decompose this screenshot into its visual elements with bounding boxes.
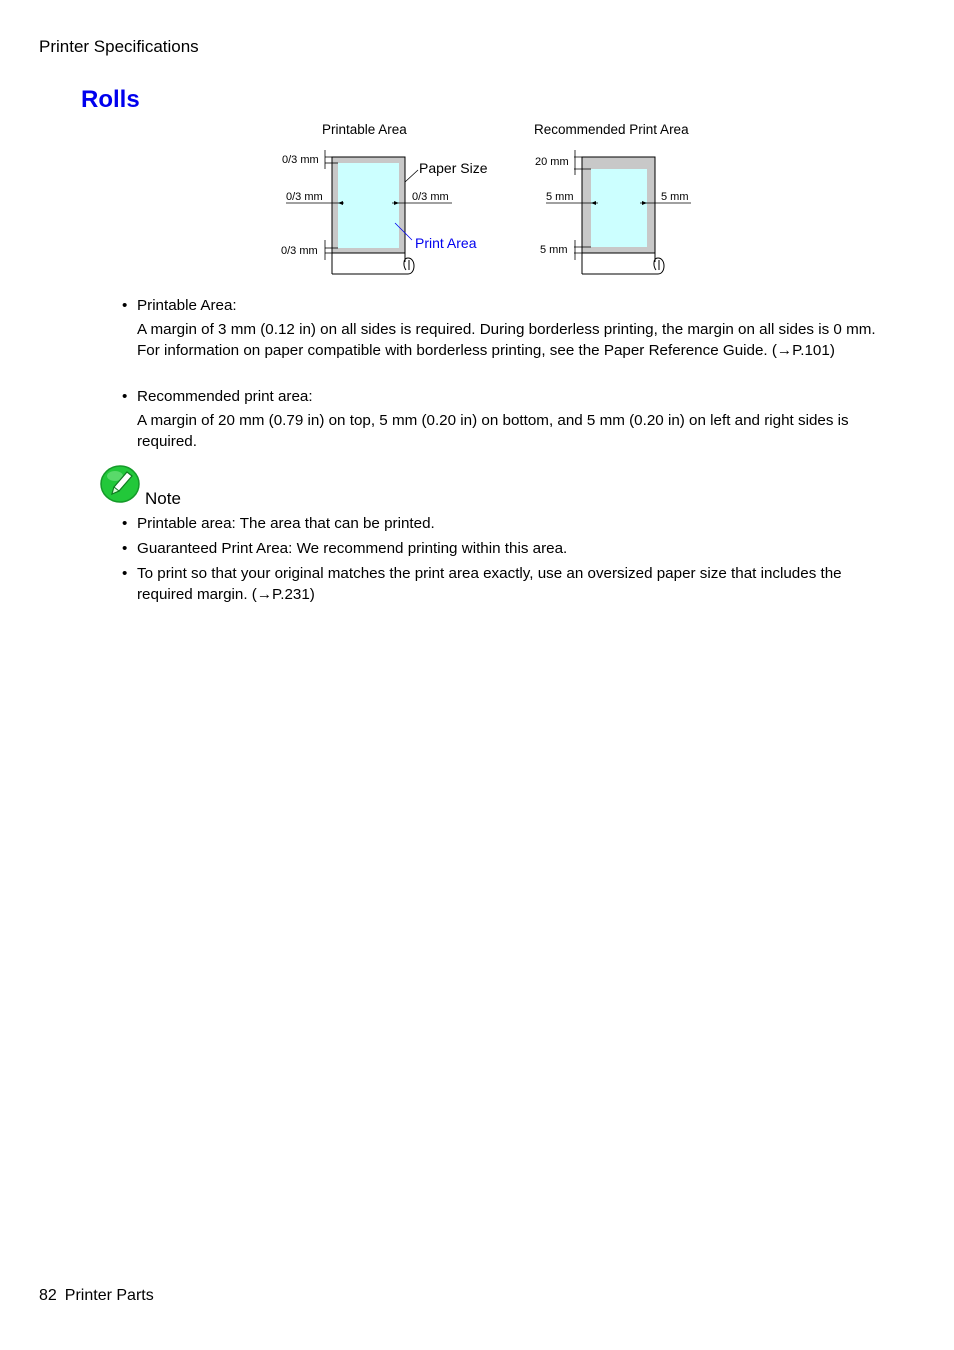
pencil-note-icon — [99, 463, 143, 510]
print-area-fill — [338, 163, 399, 248]
printable-area-title: Printable Area — [322, 122, 407, 137]
section-title: Rolls — [81, 86, 140, 113]
recommended-bottom-label: 5 mm — [540, 244, 568, 256]
roll-curl — [332, 258, 414, 274]
page-footer — [39, 1287, 154, 1305]
printable-top-label: 0/3 mm — [282, 154, 319, 166]
roll-area-figures — [0, 115, 954, 290]
print-area-label: Print Area — [415, 235, 477, 251]
bullet-text: A margin of 3 mm (0.12 in) on all sides is required. During borderless printing, the margin on all sides is 0 mm. For information on paper compatible with borderless printing, see the Paper Reference Guide. (→P.101) — [137, 321, 876, 359]
bullet-label: • Printable Area: — [122, 295, 882, 316]
note-item: • Guaranteed Print Area: We recommend printing within this area. — [122, 538, 882, 559]
printable-bottom-label: 0/3 mm — [281, 245, 318, 257]
paper-size-label: Paper Size — [419, 160, 488, 176]
recommended-area-bullet — [122, 386, 882, 452]
roll-curl — [582, 258, 664, 274]
note-list — [122, 513, 882, 609]
note-item: • To print so that your original matches the print area exactly, use an oversized paper size that includes the required margin. (→P.231) — [122, 563, 882, 605]
recommended-right-label: 5 mm — [661, 191, 689, 203]
footer-section: Printer Parts — [64, 1287, 154, 1304]
page-header: Printer Specifications — [39, 37, 199, 56]
printable-right-label: 0/3 mm — [412, 191, 449, 203]
recommended-area-fill — [591, 169, 647, 247]
printable-area-figure — [281, 122, 488, 274]
recommended-area-title: Recommended Print Area — [534, 122, 689, 137]
page-number: 82 — [39, 1287, 57, 1304]
recommended-area-figure — [534, 122, 691, 274]
note-item: • Printable area: The area that can be printed. — [122, 513, 882, 534]
bullet-text: A margin of 20 mm (0.79 in) on top, 5 mm (0.20 in) on bottom, and 5 mm (0.20 in) on left and right sides is required. — [137, 412, 849, 450]
recommended-top-label: 20 mm — [535, 156, 569, 168]
bullet-label: • Recommended print area: — [122, 386, 882, 407]
printable-area-bullet — [122, 295, 882, 361]
recommended-left-label: 5 mm — [546, 191, 574, 203]
note-label: Note — [145, 489, 181, 508]
printable-left-label: 0/3 mm — [286, 191, 323, 203]
